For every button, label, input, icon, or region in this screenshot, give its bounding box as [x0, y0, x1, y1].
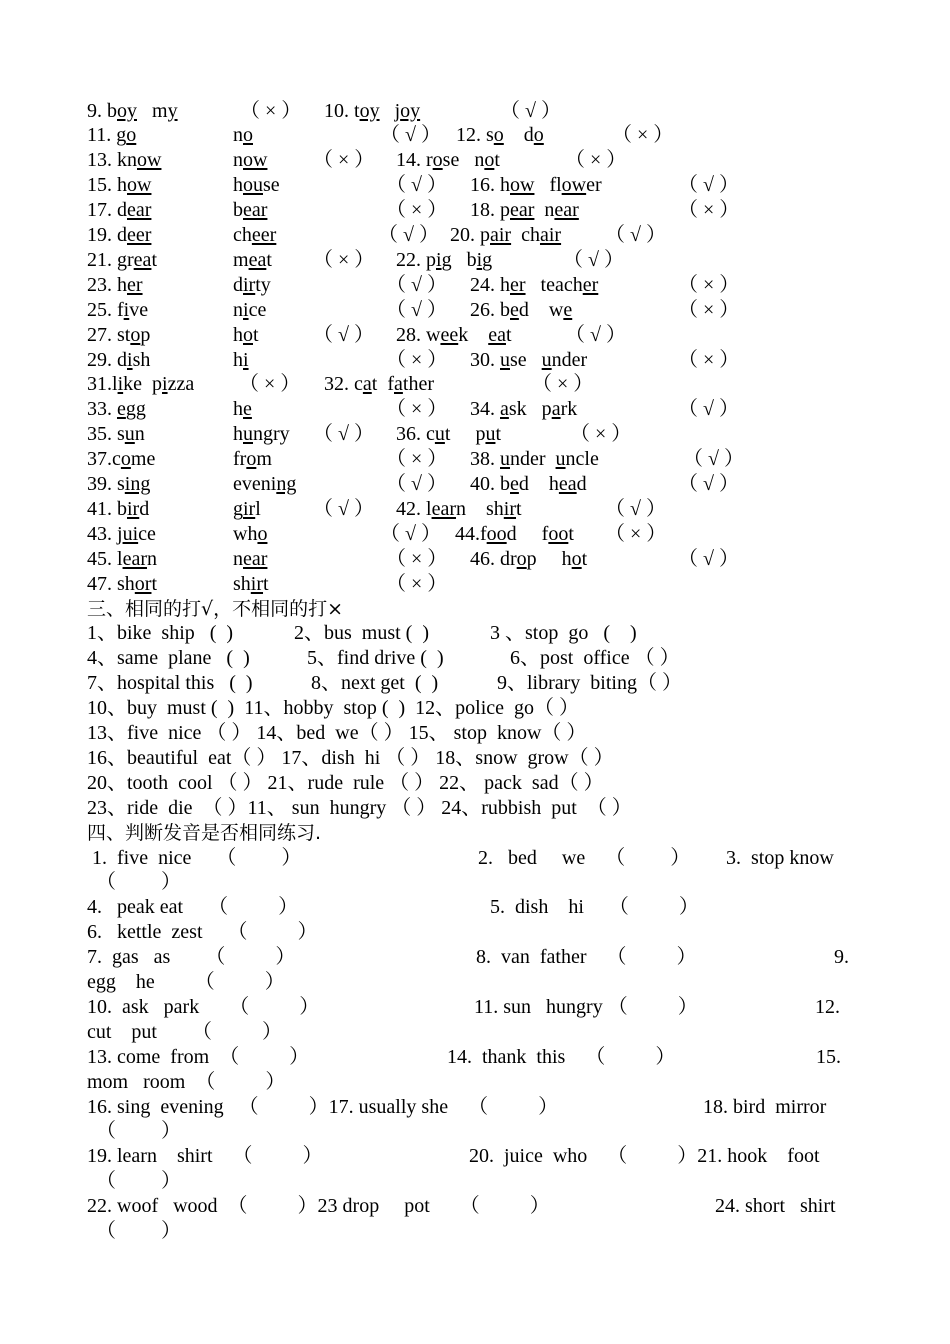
answer-mark: （ √ ） — [313, 423, 374, 446]
answer-mark: （ √ ） — [313, 323, 374, 346]
exercise-item: 2. bed we （ ） — [478, 846, 691, 869]
answer-mark: （ √ ） — [386, 273, 447, 296]
word-pair: 39. sing — [87, 473, 151, 495]
word-pair: 46. drop hot — [470, 547, 588, 570]
word-pair: 26. bed we — [470, 298, 573, 321]
underlined-letters: o — [243, 124, 253, 147]
exercise-line — [0, 746, 950, 771]
answer-mark: （ × ） — [240, 99, 302, 122]
answer-mark: （ × ） — [386, 199, 448, 222]
exercise-item: 15. — [816, 1045, 841, 1068]
underlined-letters: o — [484, 149, 495, 172]
exercise-line — [0, 646, 950, 671]
underlined-letters: u — [124, 423, 135, 446]
answer-key-row — [0, 447, 950, 472]
answer-mark: （ × ） — [386, 572, 448, 595]
underlined-letters: ea — [133, 248, 152, 271]
answer-mark: （ √ ） — [678, 547, 739, 570]
word-pair: 21. great — [87, 248, 157, 271]
word-pair: 30. use under — [470, 348, 588, 371]
exercise-item: 16. sing evening （ ）17. usually she （ ） — [87, 1095, 559, 1118]
word-pair: hot — [233, 323, 259, 346]
word-pair: 24. her teacher — [470, 273, 599, 296]
answer-mark: （ √ ） — [678, 174, 739, 197]
answer-mark: （ √ ） — [313, 497, 374, 520]
underlined-letters: ear — [431, 497, 456, 520]
exercise-line — [0, 970, 950, 995]
underlined-letters: o — [120, 448, 131, 471]
word-pair: 47. short — [87, 572, 158, 595]
underlined-letters: i — [243, 348, 249, 371]
exercise-item: egg he （ ） — [87, 971, 285, 993]
exercise-item: 6、post office （ ） — [510, 647, 680, 670]
word-pair: 42. learn shirt — [396, 497, 522, 520]
word-pair: now — [233, 149, 268, 172]
word-pair: 20. pair chair — [450, 224, 562, 246]
underlined-letters: u — [555, 448, 566, 471]
exercise-item: 9、library biting（ ） — [497, 672, 682, 695]
word-pair: 18. pear near — [470, 199, 579, 222]
answer-mark: （ × ） — [678, 348, 740, 371]
exercise-line — [0, 696, 950, 721]
underlined-letters: u — [500, 348, 510, 371]
exercise-line — [0, 920, 950, 945]
underlined-letters: ear — [510, 199, 535, 222]
exercise-item: 18. bird mirror — [703, 1095, 827, 1118]
exercise-line — [0, 671, 950, 696]
underlined-letters: oo — [486, 522, 507, 545]
underlined-letters: ir — [127, 497, 140, 520]
underlined-letters: ow — [127, 174, 152, 197]
underlined-letters: i — [243, 298, 249, 321]
section-heading: 三、相同的打√，不相同的打× — [87, 597, 344, 620]
exercise-line — [0, 1144, 950, 1169]
word-pair: no — [233, 124, 253, 147]
answer-key-row — [0, 497, 950, 522]
answer-mark: （ × ） — [386, 448, 448, 471]
answer-key-row — [0, 123, 950, 148]
underlined-letters: ir — [503, 497, 516, 520]
word-pair: 36. cut put — [396, 423, 502, 446]
answer-mark: （ × ） — [313, 248, 375, 271]
word-pair: 44.food foot — [455, 522, 574, 545]
answer-key-row — [0, 148, 950, 173]
answer-mark: （ × ） — [612, 124, 674, 147]
underlined-letters: eer — [251, 224, 277, 246]
underlined-letters: ear — [554, 199, 579, 222]
underlined-letters: ir — [243, 497, 256, 520]
answer-key-row — [0, 298, 950, 323]
answer-mark: （ × ） — [532, 373, 594, 396]
exercise-item: 9. — [834, 946, 849, 969]
exercise-line — [0, 895, 950, 920]
word-pair: 16. how flower — [470, 174, 602, 197]
underlined-letters: o — [533, 124, 544, 147]
underlined-letters: o — [257, 522, 268, 545]
answer-mark: （ √ ） — [563, 248, 624, 271]
answer-key-row — [0, 248, 950, 273]
underlined-letters: ea — [488, 323, 506, 346]
underlined-letters: o — [516, 547, 527, 570]
underlined-letters: a — [362, 373, 372, 396]
answer-key-row — [0, 99, 950, 124]
exercise-item: 5、find drive ( ) — [307, 647, 444, 670]
exercise-item: （ ） — [96, 871, 181, 894]
exercise-item: 19. learn shirt （ ） — [87, 1145, 323, 1168]
exercise-item: （ ） — [96, 1170, 181, 1193]
word-pair: 37.come — [87, 448, 156, 471]
exercise-line — [0, 1219, 950, 1244]
word-pair: 28. week eat — [396, 323, 512, 346]
word-pair: 12. so do — [456, 124, 544, 147]
section-3-heading — [0, 597, 950, 622]
answer-mark: （ × ） — [605, 522, 667, 545]
answer-key-row — [0, 422, 950, 447]
underlined-letters: ow — [510, 174, 535, 197]
exercise-item: 2、bus must ( ) — [294, 622, 429, 645]
underlined-letters: ui — [122, 522, 139, 545]
underlined-letters: i — [162, 373, 168, 396]
exercise-item: cut put （ ） — [87, 1020, 282, 1043]
word-pair: 45. learn — [87, 547, 157, 570]
answer-mark: （ √ ） — [380, 522, 441, 545]
exercise-item: 1、bike ship ( ) — [87, 622, 234, 645]
word-pair: near — [233, 547, 268, 570]
answer-mark: （ √ ） — [678, 473, 739, 495]
answer-mark: （ × ） — [386, 398, 448, 421]
word-pair: bear — [233, 199, 268, 222]
underlined-letters: e — [117, 398, 126, 421]
exercise-item: 23、ride die （ ）11、 sun hungry （ ） 24、rubbish put （ ） — [87, 796, 632, 819]
word-pair: 27. stop — [87, 323, 151, 346]
word-pair: hi — [233, 348, 249, 371]
underlined-letters: u — [434, 423, 445, 446]
answer-key-row — [0, 372, 950, 397]
answer-mark: （ × ） — [678, 298, 740, 321]
underlined-letters: oy — [400, 99, 421, 122]
word-pair: 40. bed head — [470, 473, 587, 495]
underlined-letters: oy — [117, 99, 137, 122]
underlined-letters: o — [571, 547, 582, 570]
underlined-letters: o — [493, 124, 504, 147]
word-pair: 25. five — [87, 298, 149, 321]
exercise-item: 7、hospital this ( ) — [87, 672, 253, 695]
exercise-line — [0, 1169, 950, 1194]
underlined-letters: i — [436, 248, 442, 271]
underlined-letters: ir — [243, 273, 256, 296]
word-pair: 38. under uncle — [470, 448, 599, 471]
underlined-letters: ear — [127, 199, 152, 222]
answer-key-row — [0, 223, 950, 248]
underlined-letters: ea — [248, 248, 267, 271]
answer-mark: （ √ ） — [565, 323, 626, 346]
answer-key-row — [0, 198, 950, 223]
exercise-item: 11. sun hungry （ ） — [474, 995, 698, 1018]
exercise-line — [0, 945, 950, 970]
answer-key-row — [0, 572, 950, 597]
underlined-letters: ear — [122, 547, 147, 570]
answer-mark: （ √ ） — [605, 497, 666, 520]
exercise-item: 22. woof wood （ ）23 drop pot （ ） — [87, 1195, 550, 1218]
answer-mark: （ √ ） — [386, 174, 447, 197]
underlined-letters: ou — [243, 174, 263, 197]
underlined-letters: ow — [243, 149, 268, 172]
answer-mark: （ × ） — [313, 149, 375, 172]
underlined-letters: eer — [127, 224, 152, 246]
exercise-line — [0, 846, 950, 871]
underlined-letters: e — [510, 473, 519, 495]
underlined-letters: ee — [440, 323, 459, 346]
underlined-letters: u — [541, 348, 552, 371]
exercise-line — [0, 1194, 950, 1219]
exercise-item: 10. ask park （ ） — [87, 995, 320, 1018]
exercise-item: 8. van father （ ） — [476, 946, 697, 969]
exercise-item: 13. come from （ ） — [87, 1045, 310, 1068]
exercise-item: 1. five nice （ ） — [92, 846, 302, 869]
answer-mark: （ × ） — [565, 149, 627, 172]
underlined-letters: er — [510, 273, 526, 296]
word-pair: 23. her — [87, 273, 143, 296]
underlined-letters: ear — [243, 547, 268, 570]
underlined-letters: ow — [137, 149, 162, 172]
exercise-item: 3. stop know — [726, 846, 834, 869]
exercise-line — [0, 870, 950, 895]
underlined-letters: i — [476, 248, 483, 271]
answer-key-row — [0, 522, 950, 547]
word-pair: 9. boy my — [87, 99, 178, 122]
underlined-letters: a — [551, 398, 561, 421]
word-pair: 34. ask park — [470, 398, 578, 421]
answer-mark: （ × ） — [570, 423, 632, 446]
answer-mark: （ × ） — [678, 273, 740, 296]
underlined-letters: i — [127, 348, 133, 371]
word-pair: 10. toy joy — [324, 99, 421, 122]
exercise-line — [0, 995, 950, 1020]
underlined-letters: er — [127, 273, 143, 296]
exercise-item: 20. juice who （ ）21. hook foot — [469, 1145, 820, 1168]
underlined-letters: u — [485, 423, 496, 446]
exercise-item: 24. short shirt — [715, 1195, 836, 1218]
word-pair: dirty — [233, 273, 271, 296]
answer-mark: （ √ ） — [605, 224, 666, 246]
section-4-heading — [0, 821, 950, 846]
exercise-item: 20、tooth cool （ ） 21、rude rule （ ） 22、 pack sad（ ） — [87, 771, 604, 794]
answer-key-row — [0, 323, 950, 348]
word-pair: 29. dish — [87, 348, 151, 371]
exercise-line — [0, 796, 950, 821]
exercise-item: mom room （ ） — [87, 1070, 286, 1093]
exercise-item: 7. gas as （ ） — [87, 946, 296, 969]
word-pair: 43. juice — [87, 522, 156, 545]
word-pair: 11. go — [87, 124, 137, 147]
word-pair: he — [233, 398, 252, 421]
exercise-line — [0, 1070, 950, 1095]
word-pair: cheer — [233, 224, 277, 246]
answer-mark: （ √ ） — [386, 298, 447, 321]
underlined-letters: e — [243, 398, 252, 421]
exercise-item: 14. thank this （ ） — [447, 1045, 676, 1068]
underlined-letters: u — [243, 423, 253, 446]
exercise-line — [0, 721, 950, 746]
answer-key-row — [0, 397, 950, 422]
underlined-letters: air — [490, 224, 512, 246]
underlined-letters: air — [539, 224, 562, 246]
exercise-item: 4、same plane ( ) — [87, 647, 250, 670]
exercise-item: 6. kettle zest （ ） — [87, 921, 318, 944]
answer-mark: （ × ） — [386, 547, 448, 570]
word-pair: 22. pig big — [396, 248, 493, 271]
word-pair: 35. sun — [87, 423, 145, 446]
answer-mark: （ × ） — [239, 373, 301, 396]
underlined-letters: a — [394, 373, 403, 396]
word-pair: hungry — [233, 423, 290, 446]
exercise-item: 12. — [815, 995, 840, 1018]
answer-mark: （ × ） — [386, 348, 448, 371]
underlined-letters: ir — [250, 572, 264, 595]
word-pair: from — [233, 448, 272, 471]
answer-key-row — [0, 173, 950, 198]
underlined-letters: a — [500, 398, 509, 421]
word-pair: 14. rose not — [396, 149, 500, 172]
word-pair: 33. egg — [87, 398, 146, 421]
answer-key-row — [0, 348, 950, 373]
exercise-line — [0, 771, 950, 796]
answer-mark: （ √ ） — [386, 473, 447, 495]
word-pair: 19. deer — [87, 224, 152, 246]
word-pair: 17. dear — [87, 199, 152, 222]
exercise-item: 10、buy must ( ) 11、hobby stop ( ) 12、police go（ ） — [87, 697, 580, 720]
word-pair: evening — [233, 473, 297, 495]
underlined-letters: o — [432, 149, 443, 172]
exercise-line — [0, 1095, 950, 1120]
underlined-letters: o — [243, 323, 253, 346]
exercise-item: 13、five nice （ ） 14、bed we（ ） 15、 stop know（ ） — [87, 722, 587, 744]
word-pair: 31.like pizza — [87, 373, 195, 396]
underlined-letters: ea — [558, 473, 577, 495]
underlined-letters: oy — [359, 99, 380, 122]
exercise-item: （ ） — [96, 1220, 181, 1242]
answer-mark: （ √ ） — [683, 448, 744, 471]
exercise-item: 5. dish hi （ ） — [490, 896, 699, 919]
underlined-letters: o — [130, 323, 141, 346]
answer-key-row — [0, 273, 950, 298]
answer-mark: （ √ ） — [378, 224, 439, 246]
word-pair: meat — [233, 248, 272, 271]
exercise-item: 8、next get ( ) — [311, 672, 439, 695]
answer-mark: （ × ） — [678, 199, 740, 222]
word-pair: shirt — [233, 572, 269, 595]
underlined-letters: ing — [124, 473, 151, 495]
answer-mark: （ √ ） — [678, 398, 739, 421]
exercise-line — [0, 1119, 950, 1144]
word-pair: 32. cat father — [324, 373, 434, 396]
underlined-letters: e — [510, 298, 519, 321]
exercise-item: （ ） — [96, 1120, 181, 1143]
word-pair: nice — [233, 298, 267, 321]
underlined-letters: y — [167, 99, 178, 122]
word-pair: 15. how — [87, 174, 152, 197]
exercise-line — [0, 1020, 950, 1045]
underlined-letters: o — [126, 124, 137, 147]
section-heading: 四、判断发音是否相同练习. — [87, 821, 322, 844]
word-pair: 41. bird — [87, 497, 150, 520]
exercise-item: 16、beautiful eat（ ） 17、dish hi （ ） 18、snow grow（ ） — [87, 746, 614, 769]
answer-key-row — [0, 472, 950, 497]
answer-key-row — [0, 547, 950, 572]
exercise-item: 3 、stop go ( ) — [490, 622, 637, 645]
exercise-line — [0, 1045, 950, 1070]
word-pair: house — [233, 174, 280, 197]
underlined-letters: i — [123, 298, 130, 321]
answer-mark: （ √ ） — [380, 124, 441, 147]
underlined-letters: er — [582, 273, 599, 296]
underlined-letters: or — [134, 572, 152, 595]
underlined-letters: i — [117, 373, 124, 396]
underlined-letters: ear — [243, 199, 268, 222]
exercise-line — [0, 621, 950, 646]
underlined-letters: ng — [276, 473, 297, 495]
underlined-letters: oo — [548, 522, 569, 545]
underlined-letters: o — [246, 448, 257, 471]
exercise-item: 4. peak eat （ ） — [87, 896, 299, 919]
answer-mark: （ √ ） — [500, 99, 561, 122]
underlined-letters: u — [500, 448, 510, 471]
underlined-letters: e — [563, 298, 573, 321]
word-pair: 13. know — [87, 149, 162, 172]
word-pair: girl — [233, 497, 261, 520]
underlined-letters: ow — [561, 174, 587, 197]
word-pair: who — [233, 522, 268, 545]
